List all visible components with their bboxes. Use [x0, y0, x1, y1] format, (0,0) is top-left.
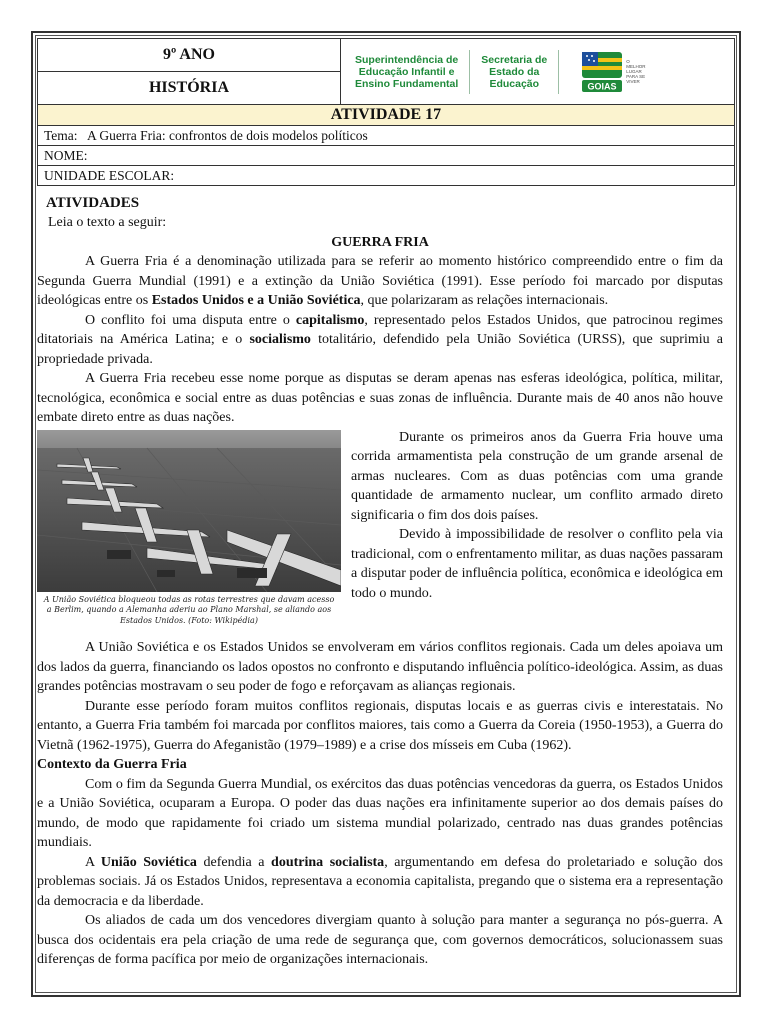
- p1-text: A Guerra Fria é a denominação utilizada para se referir ao momento histórico compreendido entre o fim da Segunda Guerra Mundial (1991) e a extinção da União Soviética (1991). Esse período foi marcado por disputas ideológicas entre os: [37, 254, 723, 308]
- superintendencia-line-1: Superintendência de: [355, 53, 459, 66]
- p2-a: O conflito foi uma disputa entre o: [85, 312, 296, 328]
- paragraph-9: [37, 853, 723, 912]
- goias-tagline-4: VIVER: [626, 79, 640, 84]
- p9-b: União Soviética: [100, 854, 197, 870]
- goias-tagline-1: O MELHOR: [626, 59, 646, 69]
- activity-title: ATIVIDADE 17: [38, 105, 735, 126]
- intro-text: Leia o texto a seguir:: [48, 215, 167, 230]
- institution-logos: [341, 40, 734, 104]
- secretaria-line-1: Secretaria de: [481, 53, 548, 66]
- goias-tagline-2: LUGAR: [626, 69, 642, 74]
- goias-logo: [580, 50, 646, 94]
- theme-text: A Guerra Fria: confrontos de dois modelos políticos: [86, 127, 368, 143]
- photo-caption: A União Soviética bloqueou todas as rotas terrestres que davam acesso a Berlim, quando a Alemanha aderiu ao Plano Marshal, se aliando aos Estados Unidos. (Foto: Wikipédia): [43, 594, 335, 625]
- airplanes-photo-illustration: [37, 430, 341, 592]
- logos-cell: [341, 39, 735, 105]
- paragraph-1: [37, 252, 723, 311]
- goias-wordmark: GOIAS: [587, 81, 617, 91]
- theme-label: Tema:: [44, 127, 78, 143]
- document-body: [37, 193, 723, 970]
- goias-tagline-3: PARA SE: [626, 74, 646, 79]
- paragraph-5: Devido à impossibilidade de resolver o conflito pela via tradicional, com o enfrentamento militar, as duas nações passaram a disputar poder de influência política, econômica e ideológica em todo o mundo.: [351, 527, 723, 601]
- paragraph-3: A Guerra Fria recebeu esse nome porque as disputas se deram apenas nas esferas ideológica, política, militar, tecnológica, econômica e social entre as duas potências e suas zonas de influência. Durante mais de 40 anos não houve embate direto entre as duas nações.: [37, 371, 723, 425]
- paragraph-2: [37, 311, 723, 370]
- goias-tagline: [626, 59, 646, 84]
- paragraph-10: Os aliados de cada um dos vencedores divergiam quanto à solução para manter a segurança no pós-guerra. A busca dos ocidentais era pela criação de uma rede de segurança que, com governos democráticos, solucionassem suas diferenças de forma pacífica por meio de organizações internacionais.: [37, 913, 723, 967]
- p9-d: doutrina socialista: [271, 854, 385, 870]
- section-title: ATIVIDADES: [46, 195, 140, 211]
- superintendencia-logo: [355, 54, 458, 90]
- theme-row: [38, 126, 735, 146]
- subject-cell: HISTÓRIA: [38, 72, 341, 105]
- p2-c: , representado pelos Estados Unidos, que patrocinou regimes ditatoriais na América Latina; e o: [37, 312, 723, 347]
- p9-e: , argumentando em defesa do proletariado e solução dos problemas sociais. Já os Estados Unidos, representava a economia capitalista, pregando que o sistema era a representação da democracia e da liberdade.: [37, 854, 723, 909]
- paragraph-7: Durante esse período foram muitos conflitos regionais, disputas locais e as guerras civis e interestatais. No entanto, a Guerra Fria também foi marcada por conflitos maiores, tais como a Guerra da Coreia (1950-1953), a Guerra do Vietnã (1962-1975), Guerra do Afeganistão (1979–1989) e a crise dos mísseis em Cuba (1962).: [37, 698, 723, 753]
- p1-end: , que polarizaram as relações internacionais.: [360, 293, 609, 308]
- secretaria-line-2: Estado da: [489, 65, 540, 78]
- photo-figure: [37, 430, 341, 627]
- goias-flag-icon: [580, 50, 624, 94]
- superintendencia-line-3: Ensino Fundamental: [355, 77, 459, 90]
- p2-d: socialismo: [249, 332, 311, 347]
- school-field[interactable]: UNIDADE ESCOLAR:: [38, 166, 735, 186]
- p1-bold: Estados Unidos e a União Soviética: [151, 293, 361, 308]
- logo-divider: [469, 50, 470, 94]
- subheading-context: Contexto da Guerra Fria: [37, 757, 187, 772]
- text-title: GUERRA FRIA: [331, 234, 429, 250]
- name-field[interactable]: NOME:: [38, 146, 735, 166]
- header-table: [37, 38, 735, 186]
- p2-b: capitalismo: [295, 312, 365, 328]
- paragraph-4: Durante os primeiros anos da Guerra Fria houve uma corrida armamentista pela construção de um grande arsenal de armas nucleares. Com as duas potências com uma grande quantidade de armamento nuclear, um conflito armado direto significaria o fim dos dois países.: [351, 429, 723, 523]
- p9-a: A: [85, 854, 101, 870]
- superintendencia-line-2: Educação Infantil e: [358, 65, 455, 78]
- berlin-airlift-photo: [37, 430, 341, 592]
- paragraph-6: A União Soviética e os Estados Unidos se envolveram em vários conflitos regionais. Cada um deles apoiava um dos lados da guerra, financiando os lados opostos no confronto e disputando influência político-ideológica. Assim, as duas grandes potências mostravam o seu poder de fogo e reforçavam as alianças regionais.: [37, 640, 723, 694]
- p9-c: defendia a: [196, 854, 272, 870]
- logo-divider-2: [558, 50, 559, 94]
- grade-cell: 9º ANO: [38, 39, 341, 72]
- paragraph-8: Com o fim da Segunda Guerra Mundial, os exércitos das duas potências vencedoras da guerra, os Estados Unidos e a União Soviética, ocuparam a Europa. O poder das duas nações era infinitamente superior ao dos demais países do mundo, de modo que rapidamente foi criado um sistema mundial polarizado, centrado nas duas grandes potências mundiais.: [37, 776, 723, 850]
- secretaria-logo: [481, 54, 547, 90]
- p2-e: totalitário, defendido pela União Soviética (URSS), que suprimiu a propriedade privada.: [37, 332, 724, 367]
- secretaria-line-3: Educação: [489, 77, 540, 90]
